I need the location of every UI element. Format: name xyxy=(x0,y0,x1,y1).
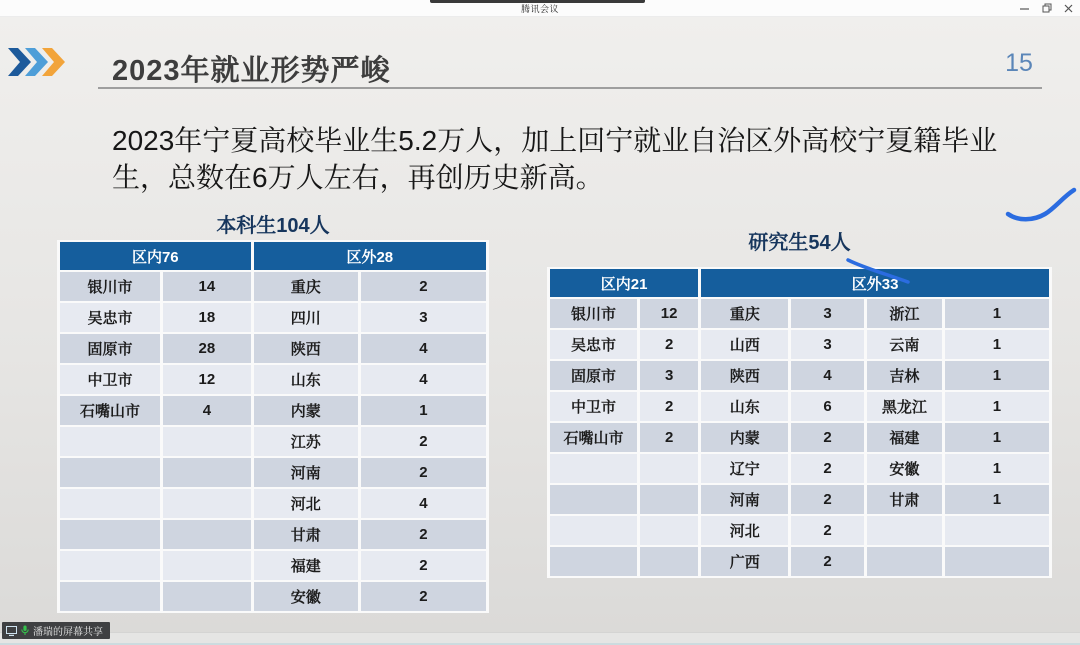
window-controls xyxy=(1019,3,1074,13)
table-cell: 安徽 xyxy=(254,582,358,611)
table-cell: 内蒙 xyxy=(701,423,788,452)
table-cell: 河南 xyxy=(254,458,358,487)
table-cell: 固原市 xyxy=(550,361,637,390)
table-cell: 辽宁 xyxy=(701,454,788,483)
table-cell: 2 xyxy=(791,485,864,514)
table-cell: 2 xyxy=(361,520,486,549)
table-cell: 重庆 xyxy=(701,299,788,328)
table-row xyxy=(550,454,1049,483)
share-toolbar-strip xyxy=(430,0,645,3)
microphone-icon xyxy=(21,625,29,636)
table-cell xyxy=(163,582,251,611)
table-cell: 山东 xyxy=(254,365,358,394)
table-cell: 福建 xyxy=(254,551,358,580)
table-cell: 3 xyxy=(791,330,864,359)
table-cell: 河南 xyxy=(701,485,788,514)
table-cell xyxy=(867,547,942,576)
table-row xyxy=(550,330,1049,359)
screen-share-label: 潘瑞的屏幕共享 xyxy=(33,627,103,638)
table-cell: 28 xyxy=(163,334,251,363)
table-cell: 1 xyxy=(945,330,1049,359)
close-button[interactable] xyxy=(1063,3,1074,13)
table-cell xyxy=(60,520,160,549)
table-row xyxy=(60,334,486,363)
table-cell xyxy=(163,489,251,518)
triple-chevron-icon xyxy=(8,47,66,82)
table-row xyxy=(550,299,1049,328)
table-cell xyxy=(163,458,251,487)
table-cell xyxy=(640,454,698,483)
table-row xyxy=(60,303,486,332)
postgrad-header-row xyxy=(550,269,1049,297)
table-cell: 2 xyxy=(361,427,486,456)
table-cell xyxy=(550,547,637,576)
table-row xyxy=(550,547,1049,576)
undergrad-header-row xyxy=(60,242,486,270)
table-cell: 山东 xyxy=(701,392,788,421)
table-cell: 4 xyxy=(361,489,486,518)
table-cell: 石嘴山市 xyxy=(60,396,160,425)
table-cell xyxy=(550,485,637,514)
table-cell: 内蒙 xyxy=(254,396,358,425)
table-row xyxy=(60,272,486,301)
table-cell: 安徽 xyxy=(867,454,942,483)
table-cell xyxy=(640,547,698,576)
table-cell: 石嘴山市 xyxy=(550,423,637,452)
table-cell: 吉林 xyxy=(867,361,942,390)
table-cell: 4 xyxy=(163,396,251,425)
slide-page-number: 15 xyxy=(1005,49,1033,77)
table-row xyxy=(550,423,1049,452)
table-row xyxy=(60,551,486,580)
table-cell: 银川市 xyxy=(550,299,637,328)
screen-share-badge[interactable] xyxy=(2,622,110,639)
table-cell: 3 xyxy=(791,299,864,328)
table-cell: 吴忠市 xyxy=(60,303,160,332)
monitor-icon xyxy=(6,626,17,636)
table-cell: 14 xyxy=(163,272,251,301)
table-cell: 陕西 xyxy=(254,334,358,363)
window-title: 腾讯会议 xyxy=(520,4,559,14)
table-cell: 浙江 xyxy=(867,299,942,328)
table-row xyxy=(60,582,486,611)
slide-body-paragraph: 2023年宁夏高校毕业生5.2万人，加上回宁就业自治区外高校宁夏籍毕业生，总数在6万人左右，再创历史新高。 xyxy=(112,125,998,193)
table-row xyxy=(550,485,1049,514)
table-cell: 2 xyxy=(361,272,486,301)
table-cell xyxy=(550,516,637,545)
table-cell: 3 xyxy=(640,361,698,390)
table-cell: 2 xyxy=(361,458,486,487)
table-cell xyxy=(60,489,160,518)
table-cell xyxy=(163,427,251,456)
postgrad-table-title: 研究生54人 xyxy=(748,232,851,254)
table-cell: 18 xyxy=(163,303,251,332)
table-cell: 3 xyxy=(361,303,486,332)
table-cell: 固原市 xyxy=(60,334,160,363)
table-cell xyxy=(867,516,942,545)
table-cell: 山西 xyxy=(701,330,788,359)
minimize-button[interactable] xyxy=(1019,3,1030,13)
table-cell: 1 xyxy=(945,454,1049,483)
undergrad-header-out-region: 区外28 xyxy=(254,242,486,270)
table-cell: 2 xyxy=(361,582,486,611)
table-row xyxy=(60,396,486,425)
table-cell xyxy=(945,516,1049,545)
table-row xyxy=(550,361,1049,390)
table-cell: 4 xyxy=(361,365,486,394)
restore-button[interactable] xyxy=(1041,3,1052,13)
table-cell xyxy=(640,485,698,514)
table-cell: 福建 xyxy=(867,423,942,452)
table-cell: 2 xyxy=(791,423,864,452)
postgrad-header-in-region: 区内21 xyxy=(550,269,698,297)
undergrad-header-in-region: 区内76 xyxy=(60,242,251,270)
table-cell: 12 xyxy=(640,299,698,328)
table-cell: 黑龙江 xyxy=(867,392,942,421)
table-cell: 云南 xyxy=(867,330,942,359)
table-cell: 12 xyxy=(163,365,251,394)
table-cell: 中卫市 xyxy=(550,392,637,421)
table-row xyxy=(60,427,486,456)
table-cell: 2 xyxy=(791,454,864,483)
table-cell xyxy=(60,458,160,487)
table-cell: 1 xyxy=(945,361,1049,390)
table-cell: 陕西 xyxy=(701,361,788,390)
table-cell: 四川 xyxy=(254,303,358,332)
table-cell: 吴忠市 xyxy=(550,330,637,359)
undergrad-table-title: 本科生104人 xyxy=(216,215,330,237)
postgrad-table xyxy=(547,267,1052,578)
table-cell xyxy=(640,516,698,545)
table-cell: 1 xyxy=(945,423,1049,452)
table-cell: 6 xyxy=(791,392,864,421)
table-cell xyxy=(550,454,637,483)
table-row xyxy=(550,516,1049,545)
table-cell: 中卫市 xyxy=(60,365,160,394)
undergrad-table xyxy=(57,240,489,613)
table-cell: 河北 xyxy=(254,489,358,518)
taskbar xyxy=(0,632,1080,645)
table-cell: 1 xyxy=(945,299,1049,328)
table-row xyxy=(60,520,486,549)
table-cell: 银川市 xyxy=(60,272,160,301)
table-cell: 2 xyxy=(640,423,698,452)
table-cell: 1 xyxy=(361,396,486,425)
table-cell xyxy=(60,582,160,611)
table-cell xyxy=(163,520,251,549)
postgrad-header-out-region: 区外33 xyxy=(701,269,1049,297)
table-cell: 江苏 xyxy=(254,427,358,456)
table-row xyxy=(550,392,1049,421)
table-cell: 广西 xyxy=(701,547,788,576)
table-cell: 2 xyxy=(791,516,864,545)
table-cell xyxy=(945,547,1049,576)
table-row xyxy=(60,489,486,518)
table-cell: 4 xyxy=(791,361,864,390)
table-cell xyxy=(60,427,160,456)
table-cell: 2 xyxy=(640,330,698,359)
table-cell: 2 xyxy=(791,547,864,576)
table-cell: 重庆 xyxy=(254,272,358,301)
table-row xyxy=(60,365,486,394)
slide-heading: 2023年就业形势严峻 xyxy=(112,55,391,87)
table-cell: 1 xyxy=(945,485,1049,514)
table-cell: 2 xyxy=(640,392,698,421)
table-row xyxy=(60,458,486,487)
table-cell: 河北 xyxy=(701,516,788,545)
table-cell: 甘肃 xyxy=(867,485,942,514)
table-cell: 2 xyxy=(361,551,486,580)
table-cell: 1 xyxy=(945,392,1049,421)
table-cell xyxy=(60,551,160,580)
table-cell: 甘肃 xyxy=(254,520,358,549)
table-cell: 4 xyxy=(361,334,486,363)
table-cell xyxy=(163,551,251,580)
